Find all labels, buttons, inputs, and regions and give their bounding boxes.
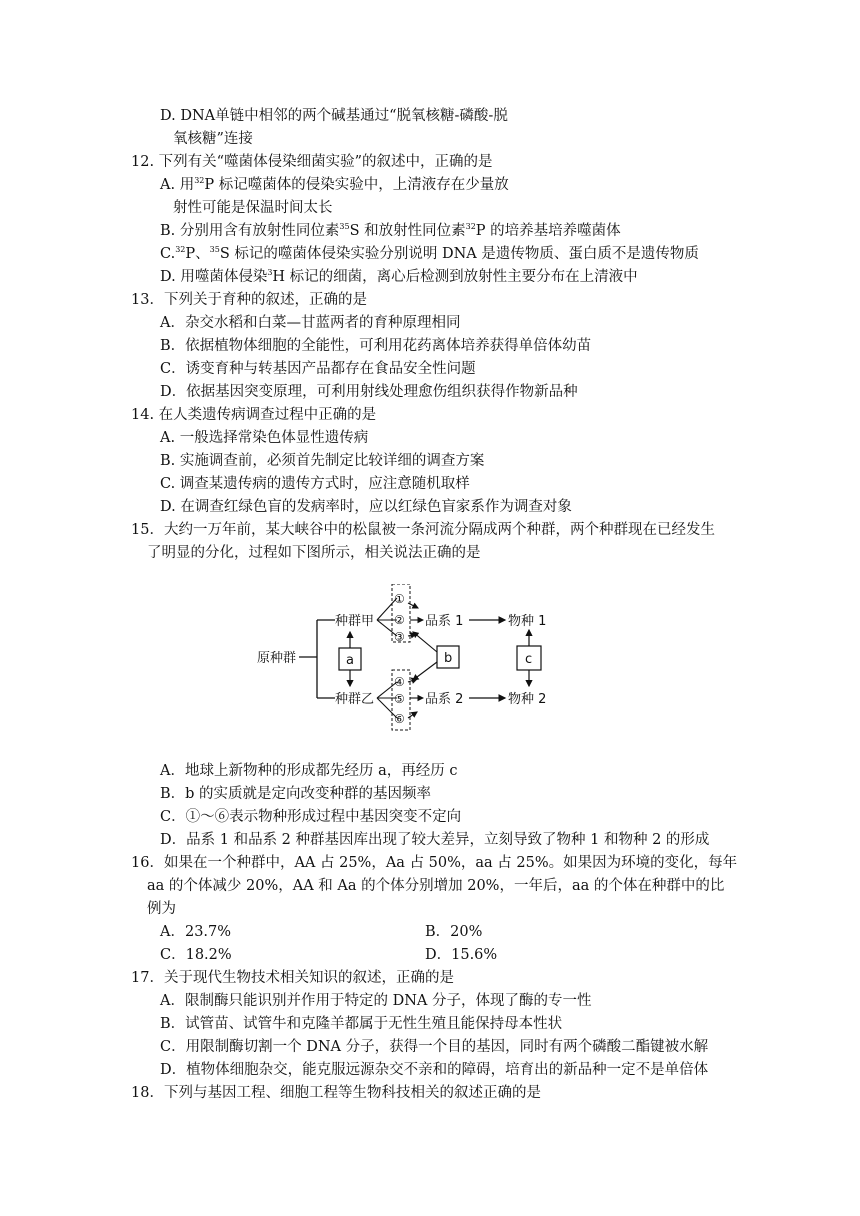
q17-option-a: A．限制酶只能识别并作用于特定的 DNA 分子，体现了酶的专一性	[160, 993, 592, 1009]
q13-option-d: D．依据基因突变原理，可利用射线处理愈伤组织获得作物新品种	[160, 384, 578, 400]
box-b-label: b	[444, 651, 453, 666]
q11-option-d-line2: 氧核糖”连接	[173, 131, 253, 147]
arrow-3-out	[408, 634, 416, 636]
q13-option-b: B．依据植物体细胞的全能性，可利用花药离体培养获得单倍体幼苗	[160, 338, 592, 354]
q16-option-c: C．18.2%	[160, 947, 232, 963]
q12-stem: 12. 下列有关“噬菌体侵染细菌实验”的叙述中，正确的是	[131, 154, 493, 170]
q13-stem: 13．下列关于育种的叙述，正确的是	[131, 292, 367, 308]
q17-option-d: D．植物体细胞杂交，能克服远源杂交不亲和的障碍，培育出的新品种一定不是单倍体	[160, 1062, 709, 1078]
q18-stem: 18．下列与基因工程、细胞工程等生物科技相关的叙述正确的是	[131, 1085, 541, 1101]
arrow-6-out	[408, 712, 417, 718]
q11-option-d-line1: D. DNA单链中相邻的两个碱基通过“脱氧核糖-磷酸-脱	[160, 108, 508, 124]
q12-option-b: B. 分别用含有放射性同位素$^{35}$S 和放射性同位素$^{32}$P 的培养基培养噬菌体	[160, 222, 621, 239]
q12-option-a-line2: 射性可能是保温时间太长	[173, 200, 333, 216]
q16-option-a: A．23.7%	[160, 924, 232, 940]
q17-option-b: B．试管苗、试管牛和克隆羊都属于无性生殖且能保持母本性状	[160, 1016, 563, 1032]
label-strain-1: 品系 1	[425, 614, 464, 629]
q14-option-d: D. 在调查红绿色盲的发病率时，应以红绿色盲家系作为调查对象	[160, 499, 572, 515]
q14-option-b: B. 实施调查前，必须首先制定比较详细的调查方案	[160, 453, 485, 469]
mark-6: ⑥	[394, 712, 405, 726]
q15-stem-line1: 15．大约一万年前，某大峡谷中的松鼠被一条河流分隔成两个种群，两个种群现在已经发生	[131, 522, 715, 538]
mark-3: ③	[394, 630, 405, 644]
arrow-4-out	[408, 679, 417, 682]
q12-option-c: C.$^{32}$P、$^{35}$S 标记的噬菌体侵染实验分别说明 DNA 是遗传物质、蛋白质不是遗传物质	[160, 245, 699, 262]
q14-stem: 14. 在人类遗传病调查过程中正确的是	[131, 407, 377, 423]
box-c-label: c	[525, 652, 533, 667]
q15-option-c: C．①～⑥表示物种形成过程中基因突变不定向	[160, 809, 462, 825]
q12-option-d: D. 用噬菌体侵染$^3$H 标记的细菌，离心后检测到放射性主要分布在上清液中	[160, 268, 638, 285]
label-population-a: 种群甲	[335, 614, 375, 629]
q14-option-a: A. 一般选择常染色体显性遗传病	[160, 430, 369, 446]
q13-option-c: C．诱变育种与转基因产品都存在食品安全性问题	[160, 361, 476, 377]
q17-option-c: C．用限制酶切割一个 DNA 分子，获得一个目的基因，同时有两个磷酸二酯键被水解	[160, 1039, 709, 1055]
mark-1: ①	[394, 592, 405, 606]
mark-2: ②	[394, 613, 405, 627]
mark-5: ⑤	[394, 692, 405, 706]
label-origin-population: 原种群	[257, 651, 297, 666]
q15-option-a: A．地球上新物种的形成都先经历 a，再经历 c	[160, 763, 458, 779]
arrow-b-down	[413, 662, 437, 680]
q16-stem-line2: aa 的个体减少 20%，AA 和 Aa 的个体分别增加 20%，一年后，aa 的个体在种群中的比	[147, 878, 725, 894]
q16-option-d: D．15.6%	[425, 947, 498, 963]
arrow-b-up	[413, 632, 437, 652]
label-species-1: 物种 1	[508, 614, 547, 629]
q12-option-a-line1: A. 用$^{32}$P 标记噬菌体的侵染实验中，上清液存在少量放	[160, 176, 509, 193]
speciation-diagram	[255, 584, 585, 734]
q15-option-b: B．b 的实质就是定向改变种群的基因频率	[160, 786, 432, 802]
mark-4: ④	[394, 675, 405, 689]
q15-option-d: D．品系 1 和品系 2 种群基因库出现了较大差异，立刻导致了物种 1 和物种 2 的形成	[160, 832, 710, 848]
label-population-b: 种群乙	[335, 692, 375, 707]
q16-stem-line3: 例为	[147, 901, 176, 917]
q16-option-b: B．20%	[425, 924, 483, 940]
q16-stem-line1: 16．如果在一个种群中，AA 占 25%，Aa 占 50%，aa 占 25%。如果因为环境的变化，每年	[131, 855, 738, 871]
q15-stem-line2: 了明显的分化，过程如下图所示，相关说法正确的是	[147, 545, 481, 561]
label-species-2: 物种 2	[508, 692, 547, 707]
q14-option-c: C. 调查某遗传病的遗传方式时，应注意随机取样	[160, 476, 470, 492]
q17-stem: 17．关于现代生物技术相关知识的叙述，正确的是	[131, 970, 454, 986]
label-strain-2: 品系 2	[425, 692, 464, 707]
q13-option-a: A．杂交水稻和白菜—甘蓝两者的育种原理相同	[160, 315, 461, 331]
box-a-label: a	[346, 653, 354, 668]
